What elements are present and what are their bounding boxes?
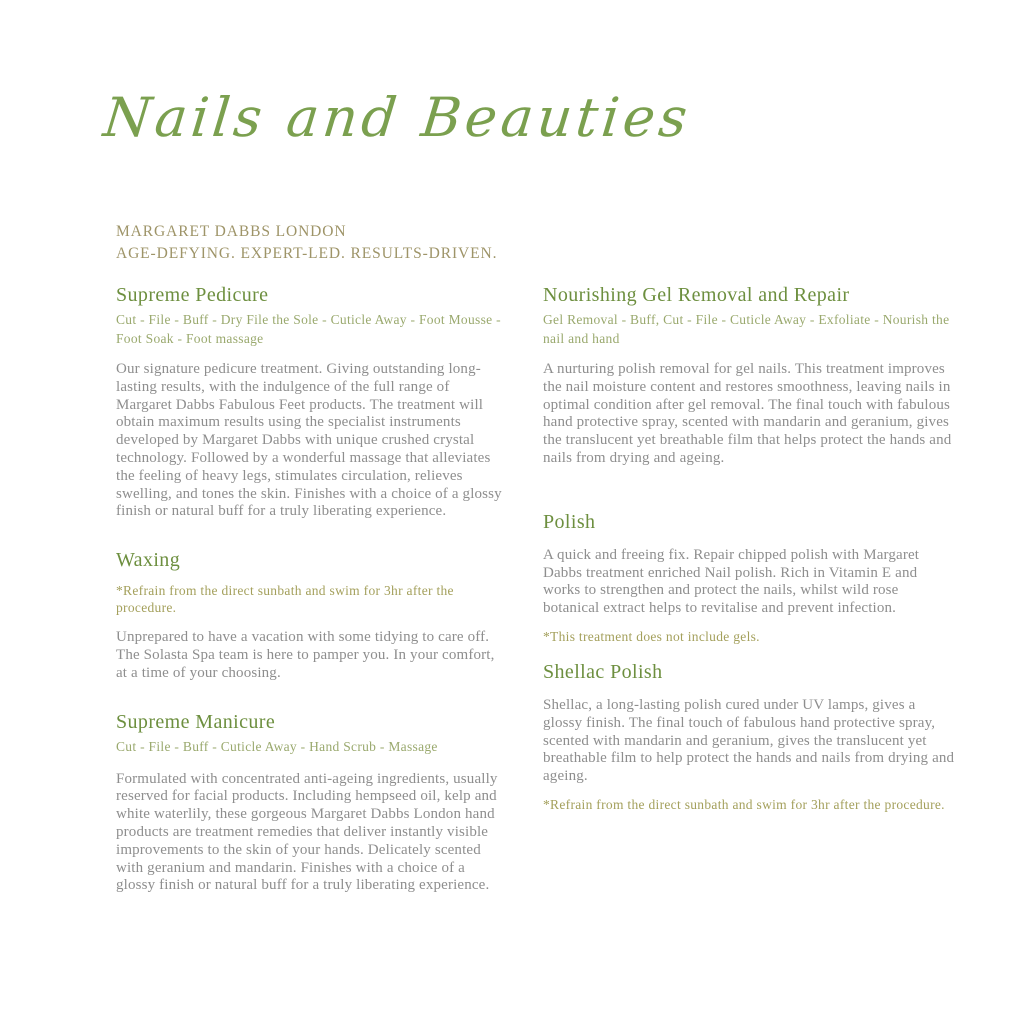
section-subtitle: Cut - File - Buff - Cuticle Away - Hand Scrub - Massage (116, 738, 438, 754)
section-heading: Supreme Pedicure (116, 284, 269, 306)
section-supreme-manicure (116, 710, 508, 896)
section-note: *This treatment does not include gels. (543, 628, 760, 644)
section-supreme-pedicure (116, 283, 508, 521)
column-right (543, 283, 957, 813)
brand-line-1: MARGARET DABBS LONDON (116, 223, 347, 240)
section-shellac-polish (543, 660, 957, 813)
section-body: A quick and freeing fix. Repair chipped polish with Margaret Dabbs treatment enriched Nail polish. Rich in Vitamin E and works to strengthen and protect the nails, whilst wild rose botanical extract helps to revitalise and prevent infection. (543, 546, 920, 617)
section-note: *Refrain from the direct sunbath and swim for 3hr after the procedure. (543, 796, 945, 812)
section-body: Unprepared to have a vacation with some tidying to care off. The Solasta Spa team is here to pamper you. In your comfort, at a time of your choosing. (116, 629, 495, 681)
section-waxing (116, 548, 508, 682)
section-body: A nurturing polish removal for gel nails. This treatment improves the nail moisture content and restores smoothness, leaving nails in optimal condition after gel removal. The final touch with fabulous hand protective spray, scented with mandarin and geranium, gives the translucent yet breathable film that helps protect the hands and nails from drying and ageing. (543, 361, 952, 466)
page-title: Nails and Beauties (100, 86, 695, 149)
brand-block (116, 221, 497, 265)
brand-line-2: AGE-DEFYING. EXPERT-LED. RESULTS-DRIVEN. (116, 245, 498, 262)
section-body: Our signature pedicure treatment. Giving outstanding long-lasting results, with the indulgence of the full range of Margaret Dabbs Fabulous Feet products. The treatment will obtain maximum results using the specialist instruments developed by Margaret Dabbs with unique crushed crystal technology. Followed by a wonderful massage that alleviates the feeling of heavy legs, stimulates circulation, relieves swelling, and tones the skin. Finishes with a choice of a glossy finish or natural buff for a truly liberating experience. (116, 361, 502, 520)
section-heading: Supreme Manicure (116, 710, 276, 733)
section-body: Formulated with concentrated anti-ageing ingredients, usually reserved for facial products. Including hempseed oil, kelp and white waterlily, these gorgeous Margaret Dabbs London hand products are treatment remedies that deliver instantly visible improvements to the skin of your hands. Delicately scented with geranium and mandarin. Finishes with a choice of a glossy finish or natural buff for a truly liberating experience. (116, 770, 498, 894)
section-heading: Nourishing Gel Removal and Repair (543, 284, 850, 306)
section-gel-removal (543, 283, 957, 468)
section-body: Shellac, a long-lasting polish cured under UV lamps, gives a glossy finish. The final touch of fabulous hand protective spray, scented with mandarin and geranium, gives the translucent yet breathable film to help protect the hands and nails from drying and ageing. (543, 696, 955, 785)
column-left (116, 283, 508, 895)
section-note: *Refrain from the direct sunbath and swim for 3hr after the procedure. (116, 583, 454, 616)
section-heading: Polish (543, 510, 596, 533)
section-heading: Waxing (116, 549, 181, 572)
section-heading: Shellac Polish (543, 660, 663, 683)
section-subtitle: Cut - File - Buff - Dry File the Sole - Cuticle Away - Foot Mousse - Foot Soak - Foot massage (116, 312, 501, 346)
section-polish (543, 510, 957, 645)
section-subtitle: Gel Removal - Buff, Cut - File - Cuticle Away - Exfoliate - Nourish the nail and hand (543, 312, 950, 346)
